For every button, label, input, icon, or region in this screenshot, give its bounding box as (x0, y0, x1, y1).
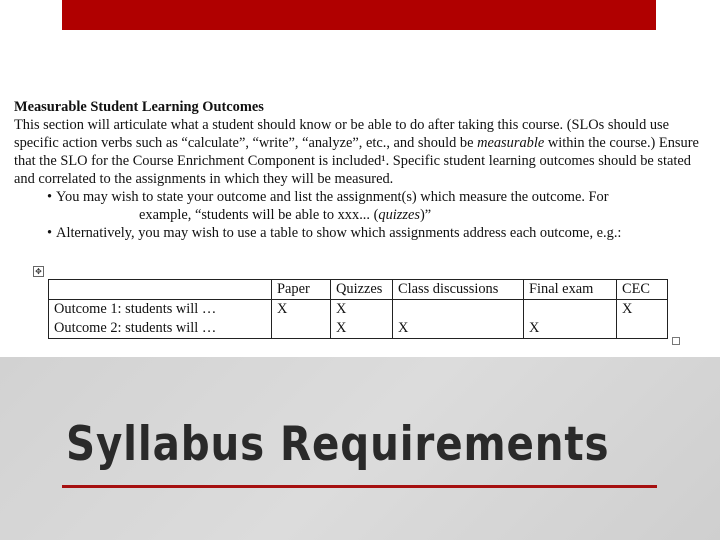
slide-title: Syllabus Requirements (66, 417, 610, 472)
table-cell: X (524, 319, 617, 339)
table-cell: Outcome 2: students will … (49, 319, 272, 339)
embedded-document-image (0, 95, 720, 357)
table-header-row (49, 280, 668, 300)
table-header-cell: Quizzes (331, 280, 393, 300)
table-cell: X (272, 300, 331, 320)
bullet-item-2 (14, 224, 704, 242)
table-header-cell: CEC (617, 280, 668, 300)
bullet-2-text: Alternatively, you may wish to use a table to show which assignments address each outcome, e.g.: (56, 225, 622, 241)
table-header-cell (49, 280, 272, 300)
bullet-dot: • (47, 189, 53, 205)
paragraph-part-1: This section will articulate what a student should know or be able to do after taking this course. (SLOs should use specific action verbs such as “calculate”, “write”, “analyze”, etc., and should be (14, 117, 670, 151)
table-cell: X (393, 319, 524, 339)
table-row (49, 319, 668, 339)
table-cell: X (331, 319, 393, 339)
table-header-cell: Class discussions (393, 280, 524, 300)
outcomes-table (48, 279, 668, 339)
table-cell: X (617, 300, 668, 320)
bullet-1-text: You may wish to state your outcome and list the assignment(s) which measure the outcome. For (56, 189, 609, 205)
bullet-item-1 (14, 188, 704, 206)
document-paragraph (14, 116, 704, 188)
title-underline-rule (62, 485, 657, 488)
table-row (49, 300, 668, 320)
bullet-1-emphasis: quizzes (378, 207, 420, 223)
bullet-1-end-text: )” (419, 207, 432, 223)
paragraph-emphasis: measurable (477, 135, 545, 151)
paragraph-part-2: within the course.) Ensure that the SLO for the Course Enrichment Component is included¹. Specific student learning outcomes should be stated and correlated to the assignments in which they will be measured. (14, 135, 699, 187)
table-resize-handle[interactable] (672, 337, 680, 345)
table-cell: Outcome 1: students will … (49, 300, 272, 320)
bullet-dot: • (47, 225, 53, 241)
table-cell (272, 319, 331, 339)
table-cell (617, 319, 668, 339)
table-header-cell: Paper (272, 280, 331, 300)
top-accent-bar (62, 0, 656, 30)
table-cell (524, 300, 617, 320)
slide-title-area (0, 357, 720, 540)
document-heading: Measurable Student Learning Outcomes (14, 99, 264, 115)
bullet-item-1-continuation (14, 206, 704, 224)
bullet-1-cont-text: example, “students will be able to xxx... ( (139, 207, 379, 223)
document-text (14, 98, 704, 242)
table-cell (393, 300, 524, 320)
table-header-cell: Final exam (524, 280, 617, 300)
table-cell: X (331, 300, 393, 320)
table-move-handle-icon[interactable]: ✥ (33, 266, 44, 277)
